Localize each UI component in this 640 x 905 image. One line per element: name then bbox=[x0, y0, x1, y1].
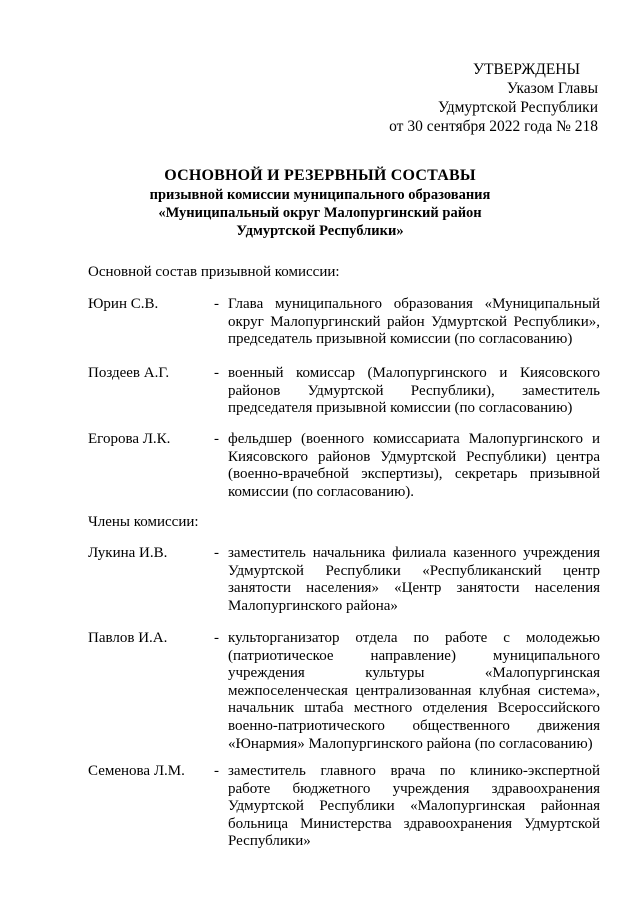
member-name: Семенова Л.М. bbox=[88, 763, 185, 779]
member-dash: - bbox=[214, 545, 219, 561]
title-sub-1: призывной комиссии муниципального образования bbox=[149, 187, 491, 203]
title-main: ОСНОВНОЙ И РЕЗЕРВНЫЙ СОСТАВЫ bbox=[164, 167, 476, 184]
main-composition-heading: Основной состав призывной комиссии: bbox=[88, 264, 340, 280]
member-description: Глава муниципального образования «Муниципальный округ Малопургинский район Удмуртской Республики», председатель призывной комиссии (по согласованию) bbox=[228, 296, 600, 348]
member-dash: - bbox=[214, 630, 219, 646]
member-description: фельдшер (военного комиссариата Малопургинского и Киясовского районов Удмуртской Республики) центра (военно-врачебной экспертизы), секретарь призывной комиссии (по согласованию). bbox=[228, 431, 600, 500]
member-dash: - bbox=[214, 296, 219, 312]
member-name: Поздеев А.Г. bbox=[88, 365, 170, 381]
member-description: военный комиссар (Малопургинского и Киясовского районов Удмуртской Республики), заместитель председателя призывной комиссии (по согласованию) bbox=[228, 365, 600, 417]
approval-title: УТВЕРЖДЕНЫ bbox=[473, 61, 580, 78]
member-dash: - bbox=[214, 431, 219, 447]
member-name: Павлов И.А. bbox=[88, 630, 168, 646]
approval-decree: Указом Главы bbox=[506, 80, 598, 97]
members-heading: Члены комиссии: bbox=[88, 514, 199, 530]
approval-republic: Удмуртской Республики bbox=[437, 99, 598, 116]
member-description: заместитель главного врача по клинико-экспертной работе бюджетного учреждения здравоохранения Удмуртской Республики «Малопургинская районная больница Министерства здравоохранения Удмуртской Республики» bbox=[228, 763, 600, 850]
member-name: Лукина И.В. bbox=[88, 545, 168, 561]
title-sub-3: Удмуртской Республики» bbox=[236, 223, 404, 239]
member-description: культорганизатор отдела по работе с молодежью (патриотическое направление) муниципального учреждения культуры «Малопургинская межпоселенческая централизованная клубная система», начальник штаба местного отделения Всероссийского военно-патриотического общественного движения «Юнармия» Малопургинского района (по согласованию) bbox=[228, 630, 600, 752]
title-sub-2: «Муниципальный округ Малопургинский район bbox=[158, 205, 482, 221]
approval-stamp bbox=[389, 60, 598, 136]
member-dash: - bbox=[214, 365, 219, 381]
member-name: Егорова Л.К. bbox=[88, 431, 171, 447]
document-title bbox=[100, 166, 540, 240]
member-description: заместитель начальника филиала казенного учреждения Удмуртской Республики «Республиканский центр занятости населения» «Центр занятости населения Малопургинского района» bbox=[228, 545, 600, 614]
member-dash: - bbox=[214, 763, 219, 779]
member-name: Юрин С.В. bbox=[88, 296, 159, 312]
approval-date: от 30 сентября 2022 года № 218 bbox=[389, 118, 598, 135]
